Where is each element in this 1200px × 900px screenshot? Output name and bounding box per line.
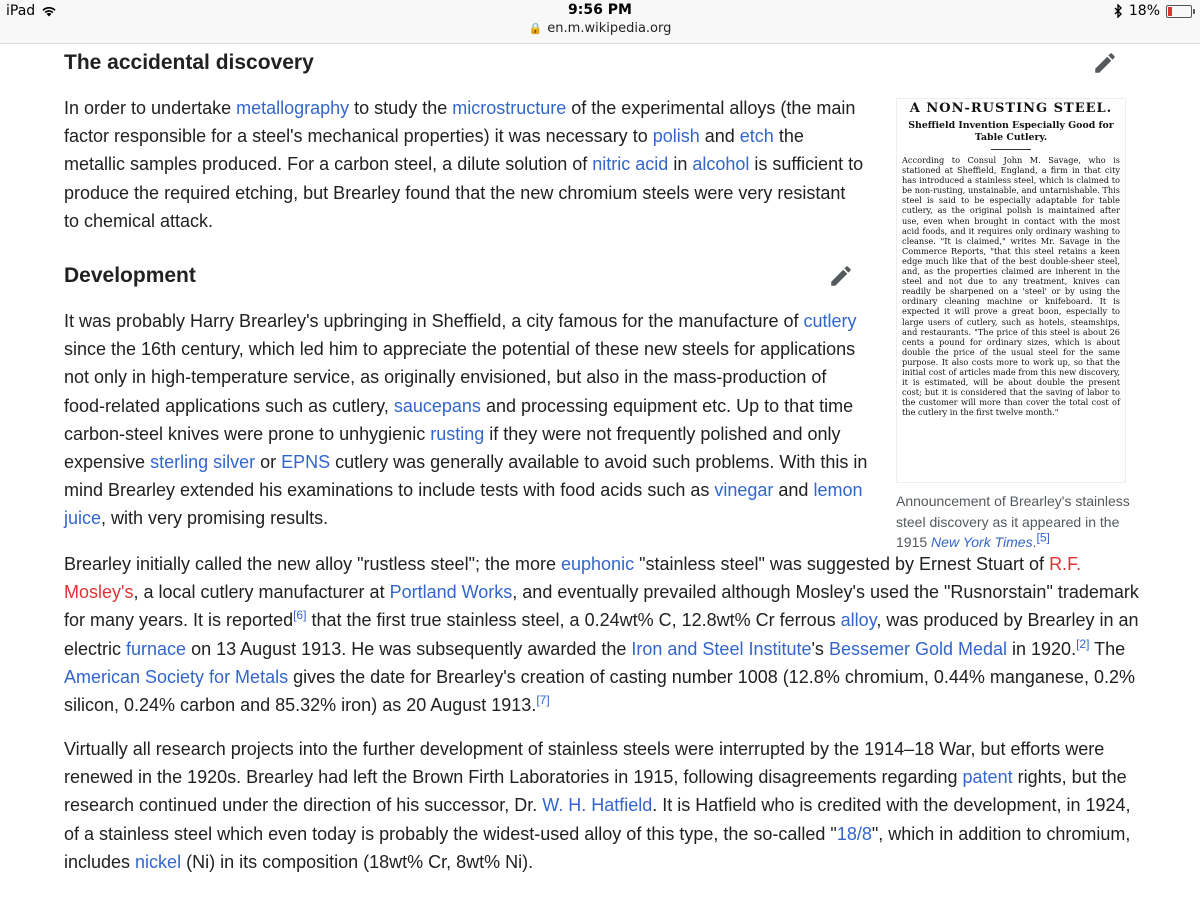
text: ", which in addition to chromium, includes	[64, 823, 1131, 872]
link-euphonic[interactable]: euphonic	[561, 554, 635, 574]
text: if they were not frequently polished and only expensive	[64, 423, 841, 473]
url-text: en.m.wikipedia.org	[547, 21, 672, 36]
edit-development-icon[interactable]	[828, 263, 854, 289]
reference-5[interactable]: [5]	[1036, 530, 1050, 545]
link-bessemer-gold-medal[interactable]: Bessemer Gold Medal	[828, 638, 1008, 659]
text: 's	[811, 638, 829, 659]
address-bar[interactable]	[0, 21, 1200, 36]
text: It was probably Harry Brearley's upbringing in Sheffield, a city famous for the manufacture of	[64, 311, 804, 331]
link-patent[interactable]: patent	[962, 767, 1013, 788]
text: in 1920.	[1007, 638, 1077, 659]
link-portland-works[interactable]: Portland Works	[389, 582, 513, 603]
link-vinegar[interactable]: vinegar	[714, 480, 774, 501]
caption-text: Announcement of Brearley's stainless steel discovery as it appeared in the 1915	[896, 493, 1130, 550]
caption-text: .	[1032, 534, 1037, 550]
paragraph-accidental	[64, 94, 864, 235]
text: and	[773, 480, 814, 501]
link-alcohol[interactable]: alcohol	[692, 154, 750, 175]
clipping-subtitle: Sheffield Invention Especially Good for Table Cutlery.	[908, 120, 1114, 143]
link-microstructure[interactable]: microstructure	[452, 98, 567, 118]
newspaper-clipping-image[interactable]	[896, 98, 1126, 483]
text: rights, but the research continued under the direction of his successor, Dr.	[64, 767, 1127, 816]
link-wh-hatfield[interactable]: W. H. Hatfield	[542, 795, 653, 816]
link-sterling-silver[interactable]: sterling silver	[150, 452, 256, 473]
heading-development: Development	[64, 264, 196, 287]
link-polish[interactable]: polish	[652, 126, 700, 147]
text: Brearley initially called the new alloy "rustless steel"; the more	[64, 554, 561, 574]
text: , a local cutlery manufacturer at	[133, 582, 390, 603]
link-rf-mosleys[interactable]: R.F. Mosley's	[64, 554, 1082, 603]
figure-thumbnail	[896, 98, 1130, 553]
text: in	[668, 154, 693, 175]
link-epns[interactable]: EPNS	[281, 452, 331, 473]
clipping-divider	[991, 149, 1031, 150]
status-right	[1114, 3, 1192, 19]
text: since the 16th century, which led him to appreciate the potential of these new steels for applications not only in high-temperature service, as originally envisioned, but also in the mass-production of food-related applications such as cutlery,	[64, 339, 856, 416]
clipping-body: According to Consul John M. Savage, who is stationed at Sheffield, England, a firm in that city has introduced a stainless steel, which is claimed to be non-rusting, unstainable, and untarnishable. This steel is said to be especially adaptable for table cutlery, as the original polish is maintained after use, even when brought in contact with the most acid foods, and it requires only ordinary washing to cleanse. "It is claimed," writes Mr. Savage in the Commerce Reports, "that this steel retains a keen edge much like that of the best double-sheer steel, and, as the properties claimed are inherent in the steel and not due to any treatment, knives can readily be sharpened on a 'steel' or by using the ordinary cleaning machine or knifeboard. It is expected it will prove a great boon, especially to large users of cutlery, such as hotels, steamships, and restaurants. "The price of this steel is about 26 cents a pound for ordinary sizes, which is about double the price of the usual steel for the same purpose. It also costs more to work up, so that the initial cost of articles made from this new discovery, it is estimated, will be about double the present cost; but it is considered that the saving of labor to the customer will more than cover the total cost of the cutlery in the first twelve month."	[902, 155, 1120, 418]
reference-6[interactable]: [6]	[293, 608, 307, 623]
status-bar	[0, 0, 1200, 44]
reference-2[interactable]: [2]	[1076, 636, 1090, 651]
figure-caption	[896, 491, 1130, 553]
clipping-title: A NON-RUSTING STEEL.	[909, 101, 1113, 116]
text: The	[1089, 638, 1126, 659]
text: the metallic samples produced. For a carbon steel, a dilute solution of	[64, 126, 804, 175]
battery-icon	[1166, 5, 1192, 18]
link-new-york-times[interactable]: New York Times	[931, 534, 1033, 550]
text: to study the	[349, 98, 453, 118]
link-american-society-for-metals[interactable]: American Society for Metals	[64, 666, 289, 687]
link-furnace[interactable]: furnace	[126, 638, 187, 659]
text: (Ni) in its composition (18wt% Cr, 8wt% Ni).	[181, 851, 534, 872]
text: , with very promising results.	[101, 508, 329, 529]
link-nickel[interactable]: nickel	[135, 851, 182, 872]
link-nitric-acid[interactable]: nitric acid	[592, 154, 669, 175]
text: or	[255, 452, 282, 473]
text: on 13 August 1913. He was subsequently awarded the	[186, 638, 632, 659]
lock-icon: 🔒	[528, 22, 543, 35]
link-etch[interactable]: etch	[739, 126, 774, 147]
text: . It is Hatfield who is credited with the development, in 1924, of a stainless steel which even today is probably the widest-used alloy of this type, the so-called "	[64, 795, 1131, 844]
battery-fill	[1168, 7, 1172, 16]
link-iron-and-steel-institute[interactable]: Iron and Steel Institute	[631, 638, 812, 659]
link-alloy[interactable]: alloy	[840, 610, 877, 631]
text: and	[699, 126, 740, 147]
device-label: iPad	[6, 3, 36, 19]
link-metallography[interactable]: metallography	[236, 98, 350, 118]
text: In order to undertake	[64, 98, 237, 118]
link-cutlery[interactable]: cutlery	[803, 311, 857, 331]
text: Virtually all research projects into the further development of stainless steels were interrupted by the 1914–18 War, but efforts were renewed in the 1920s. Brearley had left the Brown Firth Laboratories in 1915, following disagreements regarding	[64, 739, 1105, 788]
paragraph-development-3	[64, 735, 1144, 876]
text: cutlery was generally available to avoid such problems. With this in mind Brearley extended his examinations to include tests with food acids such as	[64, 452, 868, 501]
text: , and eventually prevailed although Mosley's used the "Rusnorstain" trademark for many years. It is reported	[64, 582, 1139, 631]
paragraph-development-1	[64, 307, 870, 533]
status-time: 9:56 PM	[568, 2, 632, 18]
link-rusting[interactable]: rusting	[430, 423, 485, 444]
text: of the experimental alloys (the main factor responsible for a steel's mechanical properties) it was necessary to	[64, 98, 856, 147]
text: that the first true stainless steel, a 0.24wt% C, 12.8wt% Cr ferrous	[306, 610, 841, 631]
text: "stainless steel" was suggested by Ernest Stuart of	[634, 554, 1050, 574]
paragraph-development-2	[64, 550, 1144, 719]
text: gives the date for Brearley's creation of casting number 1008 (12.8% chromium, 0.44% manganese, 0.2% silicon, 0.24% carbon and 85.32% iron) as 20 August 1913.	[64, 666, 1135, 716]
text: and processing equipment etc. Up to that time carbon-steel knives were prone to unhygienic	[64, 395, 854, 444]
bluetooth-icon	[1114, 4, 1123, 18]
text: is sufficient to produce the required etching, but Brearley found that the new chromium steels were very resistant to chemical attack.	[64, 154, 864, 231]
link-18-8[interactable]: 18/8	[836, 823, 872, 844]
reference-7[interactable]: [7]	[536, 693, 550, 708]
text: , was produced by Brearley in an electric	[64, 610, 1139, 659]
link-lemon-juice[interactable]: lemon juice	[64, 480, 863, 529]
edit-section-icon[interactable]	[1092, 50, 1118, 76]
link-saucepans[interactable]: saucepans	[393, 395, 481, 416]
heading-accidental-discovery: The accidental discovery	[64, 51, 314, 74]
battery-percent: 18%	[1128, 3, 1160, 19]
